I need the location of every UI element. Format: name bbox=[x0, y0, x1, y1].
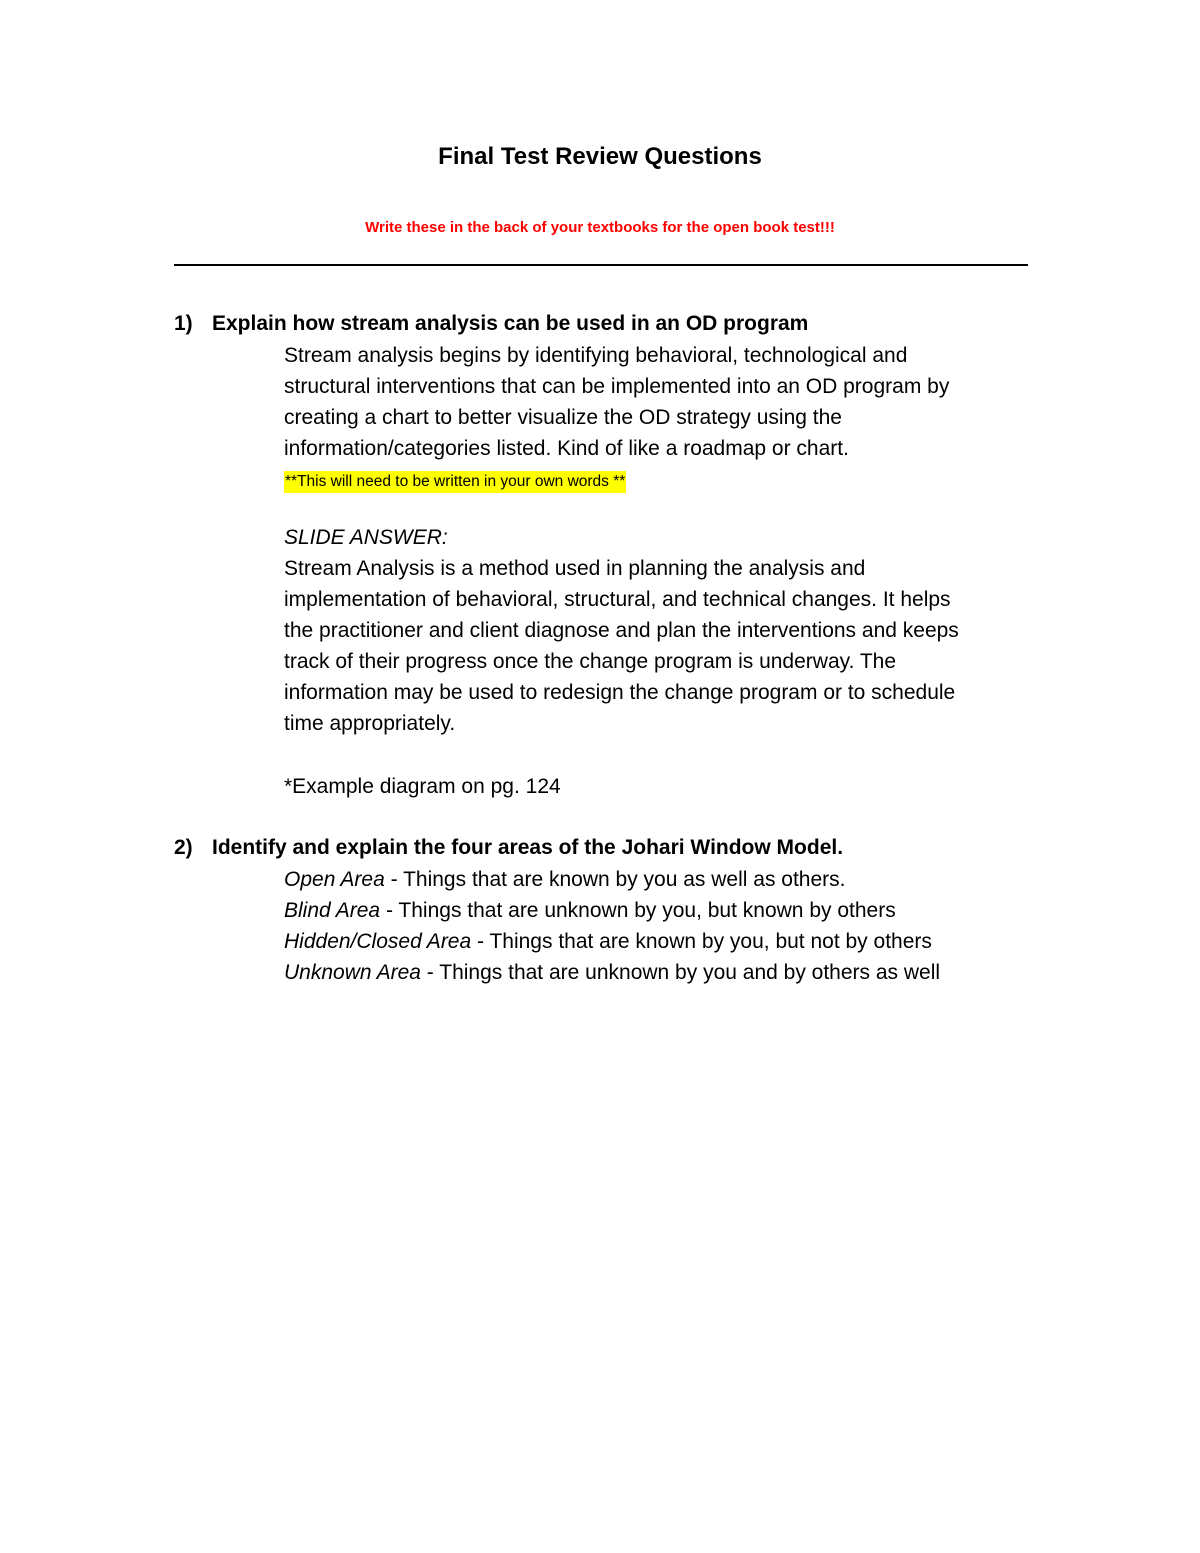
area-description: - Things that are unknown by you and by others as well bbox=[420, 961, 941, 984]
own-words-note-row bbox=[284, 464, 626, 495]
johari-area-open bbox=[284, 864, 940, 895]
johari-areas bbox=[284, 864, 940, 988]
slide-answer-line: time appropriately. bbox=[284, 712, 456, 735]
slide-answer-line: information may be used to redesign the change program or to schedule bbox=[284, 681, 956, 704]
slide-answer-line: the practitioner and client diagnose and plan the interventions and keeps bbox=[284, 619, 959, 642]
horizontal-divider bbox=[174, 264, 1028, 266]
area-term: Unknown Area bbox=[284, 961, 421, 984]
johari-area-hidden bbox=[284, 926, 940, 957]
johari-area-blind bbox=[284, 895, 940, 926]
example-text: *Example diagram on pg. 124 bbox=[284, 775, 561, 798]
area-description: - Things that are known by you, but not by others bbox=[471, 930, 932, 953]
answer-line: structural interventions that can be implemented into an OD program by bbox=[284, 375, 950, 398]
question-number: 1) bbox=[174, 312, 193, 335]
question-text: Identify and explain the four areas of the Johari Window Model. bbox=[212, 836, 844, 859]
area-description: - Things that are unknown by you, but known by others bbox=[380, 899, 896, 922]
area-term: Hidden/Closed Area bbox=[284, 930, 472, 953]
johari-area-unknown bbox=[284, 957, 940, 988]
answer-line: information/categories listed. Kind of like a roadmap or chart. bbox=[284, 437, 849, 460]
area-term: Open Area bbox=[284, 868, 385, 891]
question-text: Explain how stream analysis can be used in an OD program bbox=[212, 312, 809, 335]
answer-line: Stream analysis begins by identifying behavioral, technological and bbox=[284, 344, 908, 367]
page-title: Final Test Review Questions bbox=[438, 143, 762, 170]
slide-answer-heading: SLIDE ANSWER: bbox=[284, 526, 448, 549]
area-description: - Things that are known by you as well as others. bbox=[384, 868, 846, 891]
answer-line: creating a chart to better visualize the OD strategy using the bbox=[284, 406, 842, 429]
question-number: 2) bbox=[174, 836, 193, 859]
answer-1 bbox=[284, 340, 949, 464]
area-term: Blind Area bbox=[284, 899, 381, 922]
question-2 bbox=[174, 833, 843, 863]
slide-answer-line: Stream Analysis is a method used in planning the analysis and bbox=[284, 557, 866, 580]
question-1 bbox=[174, 309, 808, 339]
slide-answer-line: track of their progress once the change program is underway. The bbox=[284, 650, 897, 673]
instruction-note: Write these in the back of your textbooks for the open book test!!! bbox=[365, 219, 835, 236]
own-words-note: **This will need to be written in your own words ** bbox=[284, 471, 626, 493]
example-reference bbox=[284, 771, 561, 802]
slide-answer-line: implementation of behavioral, structural, and technical changes. It helps bbox=[284, 588, 951, 611]
slide-answer bbox=[284, 522, 959, 739]
